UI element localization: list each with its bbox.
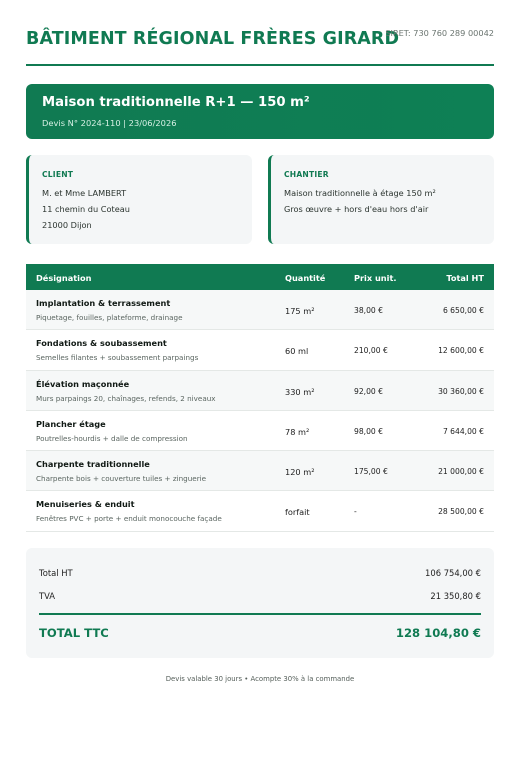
client-card [26,155,252,244]
row-designation: Menuiseries & enduit [36,499,135,510]
total-ttc-value: 128 104,80 € [395,626,481,640]
client-name: M. et Mme LAMBERT [42,188,127,198]
table-row [26,411,494,451]
row-detail: Fenêtres PVC + porte + enduit monocouche façade [36,514,222,524]
row-unit-price: 38,00 € [354,306,383,315]
row-total: 21 000,00 € [438,467,484,477]
site-scope: Gros œuvre + hors d'eau hors d'air [284,204,429,214]
siret-number: SIRET: 730 760 289 00042 [385,28,494,38]
row-unit-price: 210,00 € [354,346,388,356]
row-quantity: 60 ml [285,346,309,357]
row-unit-price: 175,00 € [354,467,388,477]
document-header [26,26,494,66]
row-detail: Semelles filantes + soubassement parpaings [36,353,199,363]
row-designation: Élévation maçonnée [36,378,130,389]
table-row [26,491,494,531]
totals-box [26,548,494,658]
row-detail: Murs parpaings 20, chaînages, refends, 2 niveaux [36,393,216,403]
row-total: 7 644,00 € [442,426,484,436]
quote-banner [26,84,494,139]
header-quantity: Quantité [285,273,326,283]
row-total: 28 500,00 € [438,507,484,517]
table-row [26,290,494,330]
total-ttc-label: TOTAL TTC [39,626,109,640]
table-row [26,330,494,370]
total-ht-value: 106 754,00 € [425,568,481,578]
table-row [26,371,494,411]
row-designation: Implantation & terrassement [36,298,171,308]
row-designation: Charpente traditionnelle [36,459,150,470]
header-designation: Désignation [36,273,92,283]
row-total: 30 360,00 € [438,386,484,396]
client-card-title: CLIENT [42,170,74,179]
table-row [26,451,494,491]
row-total: 6 650,00 € [442,306,484,315]
totals-divider [39,613,481,615]
project-title: Maison traditionnelle R+1 — 150 m² [42,95,310,110]
row-designation: Plancher étage [36,418,106,429]
company-name: BÂTIMENT RÉGIONAL FRÈRES GIRARD [26,29,400,49]
row-detail: Poutrelles-hourdis + dalle de compression [36,433,188,443]
table-header [26,264,494,290]
site-card-title: CHANTIER [284,170,329,179]
client-address: 11 chemin du Coteau [42,204,130,214]
tva-value: 21 350,80 € [430,591,481,601]
header-total: Total HT [446,273,484,283]
row-quantity: forfait [285,507,310,518]
row-quantity: 175 m² [285,306,315,316]
row-quantity: 330 m² [285,386,315,397]
row-unit-price: - [354,507,357,517]
quote-reference: Devis N° 2024-110 | 23/06/2026 [42,118,177,128]
row-designation: Fondations & soubassement [36,338,167,349]
footer-note: Devis valable 30 jours • Acompte 30% à la commande [165,675,355,683]
row-quantity: 78 m² [285,426,310,437]
row-detail: Charpente bois + couverture tuiles + zinguerie [36,474,207,484]
row-quantity: 120 m² [285,467,315,478]
site-description: Maison traditionnelle à étage 150 m² [284,188,436,198]
row-total: 12 600,00 € [438,346,484,356]
tva-label: TVA [39,591,56,601]
row-unit-price: 98,00 € [354,426,383,436]
total-ht-label: Total HT [39,568,73,578]
row-unit-price: 92,00 € [354,386,383,396]
site-card [268,155,494,244]
quote-table [26,264,494,532]
client-city: 21000 Dijon [42,220,92,230]
row-detail: Piquetage, fouilles, plateforme, drainage [36,313,183,322]
header-unit-price: Prix unit. [354,273,397,283]
